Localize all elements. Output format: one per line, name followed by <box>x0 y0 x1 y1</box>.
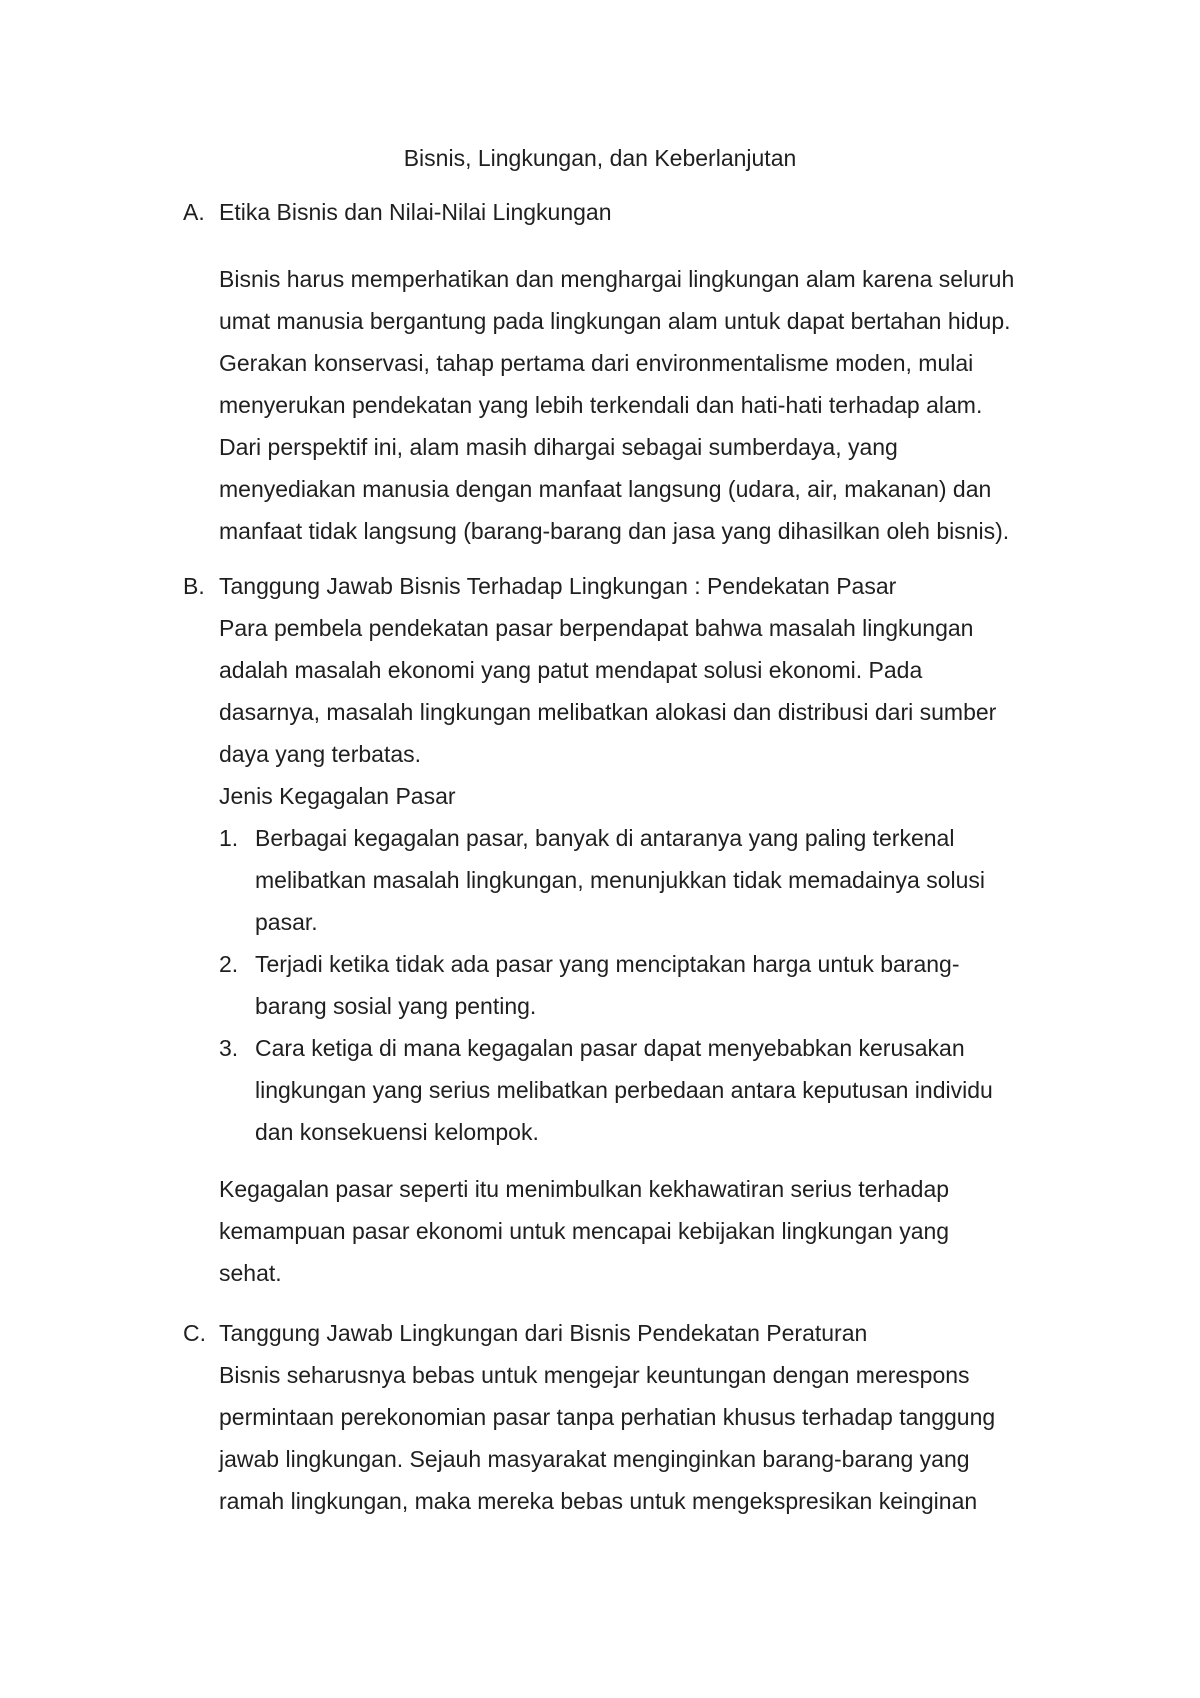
list-item-line: Terjadi ketika tidak ada pasar yang menciptakan harga untuk barang- <box>255 951 960 977</box>
paragraph-line: dasarnya, masalah lingkungan melibatkan alokasi dan distribusi dari sumber <box>219 699 997 725</box>
list-item <box>219 943 1083 1027</box>
section-b-closing-paragraph <box>219 1168 1083 1294</box>
list-subheading: Jenis Kegagalan Pasar <box>219 783 456 809</box>
document-title: Bisnis, Lingkungan, dan Keberlanjutan <box>403 145 797 171</box>
paragraph-line: Dari perspektif ini, alam masih dihargai sebagai sumberdaya, yang <box>219 434 898 460</box>
paragraph-line: jawab lingkungan. Sejauh masyarakat menginginkan barang-barang yang <box>219 1446 970 1472</box>
list-item-number: 2. <box>219 951 239 977</box>
section-c-paragraph <box>219 1354 1083 1522</box>
paragraph-line: permintaan perekonomian pasar tanpa perhatian khusus terhadap tanggung <box>219 1404 996 1430</box>
paragraph-line: daya yang terbatas. <box>219 741 422 767</box>
paragraph-line: Gerakan konservasi, tahap pertama dari environmentalisme moden, mulai <box>219 350 974 376</box>
section-a-header <box>183 197 1083 227</box>
paragraph-line: ramah lingkungan, maka mereka bebas untuk mengekspresikan keinginan <box>219 1488 978 1514</box>
list-item-line: dan konsekuensi kelompok. <box>255 1119 539 1145</box>
section-c-heading: Tanggung Jawab Lingkungan dari Bisnis Pendekatan Peraturan <box>219 1320 868 1346</box>
section-a <box>183 197 1083 552</box>
paragraph-line: menyediakan manusia dengan manfaat langsung (udara, air, makanan) dan <box>219 476 992 502</box>
list-item <box>219 817 1083 943</box>
paragraph-line: Bisnis harus memperhatikan dan menghargai lingkungan alam karena seluruh <box>219 266 1015 292</box>
paragraph-line: adalah masalah ekonomi yang patut mendapat solusi ekonomi. Pada <box>219 657 923 683</box>
paragraph-line: Kegagalan pasar seperti itu menimbulkan kekhawatiran serius terhadap <box>219 1176 950 1202</box>
list-item-line: pasar. <box>255 909 318 935</box>
section-b-paragraph <box>219 607 1083 817</box>
market-failure-list <box>219 817 1083 1153</box>
list-item-line: barang sosial yang penting. <box>255 993 537 1019</box>
list-item-line: lingkungan yang serius melibatkan perbedaan antara keputusan individu <box>255 1077 993 1103</box>
section-b-heading: Tanggung Jawab Bisnis Terhadap Lingkungan : Pendekatan Pasar <box>219 573 897 599</box>
section-c-header <box>183 1318 1083 1348</box>
paragraph-line: manfaat tidak langsung (barang-barang dan jasa yang dihasilkan oleh bisnis). <box>219 518 1010 544</box>
paragraph-line: Bisnis seharusnya bebas untuk mengejar keuntungan dengan merespons <box>219 1362 970 1388</box>
section-c <box>183 1318 1083 1522</box>
section-b-header <box>183 571 1083 601</box>
list-item-number: 1. <box>219 825 239 851</box>
paragraph-line: Para pembela pendekatan pasar berpendapat bahwa masalah lingkungan <box>219 615 974 641</box>
section-a-letter: A. <box>183 199 205 225</box>
list-item-line: Cara ketiga di mana kegagalan pasar dapat menyebabkan kerusakan <box>255 1035 965 1061</box>
section-a-paragraph <box>219 258 1083 552</box>
paragraph-line: kemampuan pasar ekonomi untuk mencapai kebijakan lingkungan yang <box>219 1218 950 1244</box>
section-c-letter: C. <box>183 1320 206 1346</box>
list-item-line: Berbagai kegagalan pasar, banyak di antaranya yang paling terkenal <box>255 825 955 851</box>
paragraph-line: umat manusia bergantung pada lingkungan alam untuk dapat bertahan hidup. <box>219 308 1011 334</box>
list-item-number: 3. <box>219 1035 239 1061</box>
section-b <box>183 571 1083 1294</box>
section-a-heading: Etika Bisnis dan Nilai-Nilai Lingkungan <box>219 199 612 225</box>
section-b-letter: B. <box>183 573 205 599</box>
list-item <box>219 1027 1083 1153</box>
paragraph-line: sehat. <box>219 1260 282 1286</box>
list-item-line: melibatkan masalah lingkungan, menunjukkan tidak memadainya solusi <box>255 867 986 893</box>
paragraph-line: menyerukan pendekatan yang lebih terkendali dan hati-hati terhadap alam. <box>219 392 983 418</box>
